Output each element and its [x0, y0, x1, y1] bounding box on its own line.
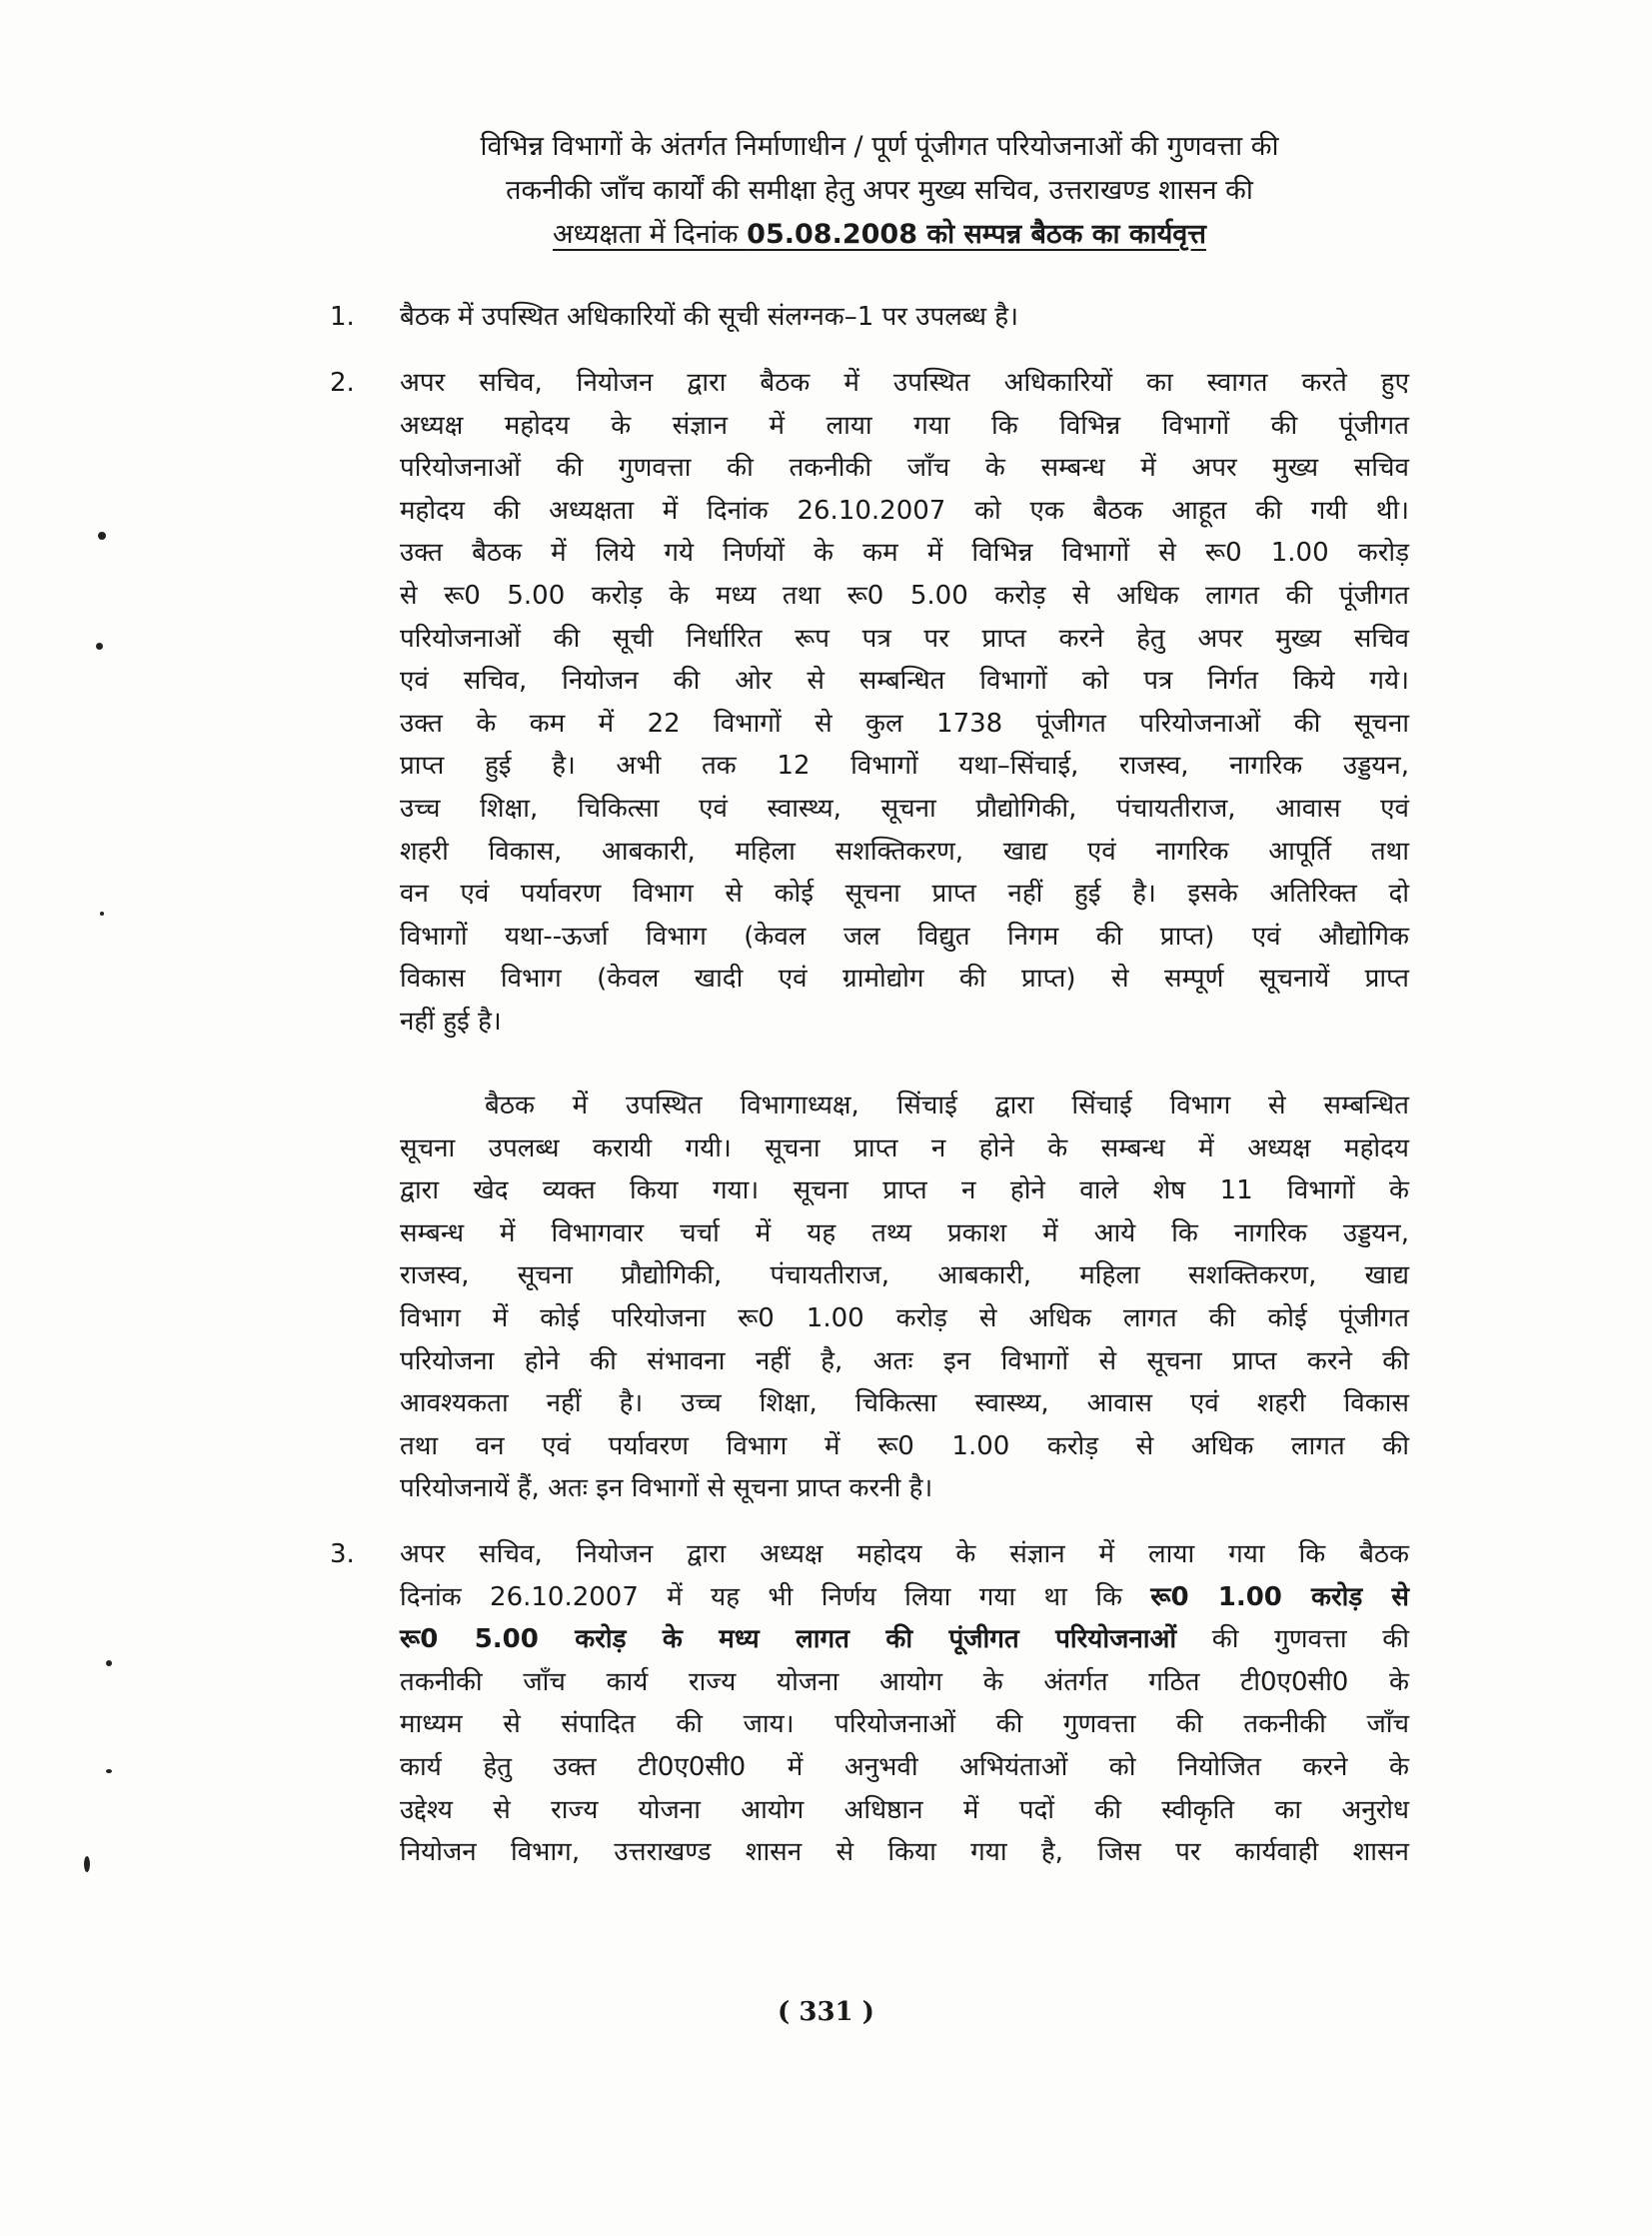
text-segment: कार्य हेतु उक्त टी0ए0सी0 में अनुभवी अभियंताओं को नियोजित करने के	[400, 1751, 1409, 1782]
item-line: उच्च शिक्षा, चिकित्सा एवं स्वास्थ्य, सूचना प्रौद्योगिकी, पंचायतीराज, आवास एवं	[400, 793, 1409, 824]
item-line: शहरी विकास, आबकारी, महिला सशक्तिकरण, खाद्य एवं नागरिक आपूर्ति तथा	[400, 836, 1409, 867]
paragraph-continuation	[400, 1085, 1409, 1510]
item-line	[400, 1661, 1409, 1704]
paragraph-line: सूचना उपलब्ध करायी गयी। सूचना प्राप्त न होने के सम्बन्ध में अध्यक्ष महोदय	[400, 1132, 1409, 1163]
title-line-3-a: अध्यक्षता में दिनांक	[553, 219, 748, 250]
scan-speck	[84, 1856, 90, 1872]
paragraph-line: सम्बन्ध में विभागवार चर्चा में यह तथ्य प्रकाश में आये कि नागरिक उड्डयन,	[400, 1217, 1409, 1248]
bold-text: रू0 1.00 करोड़ से	[1150, 1581, 1409, 1612]
text-segment: की गुणवत्ता की	[1176, 1624, 1409, 1655]
item-line: नहीं हुई है।	[400, 1006, 502, 1037]
item-line: अपर सचिव, नियोजन द्वारा बैठक में उपस्थित अधिकारियों का स्वागत करते हुए	[400, 368, 1409, 398]
item-line	[400, 1746, 1409, 1789]
paragraph-line: द्वारा खेद व्यक्त किया गया। सूचना प्राप्त न होने वाले शेष 11 विभागों के	[400, 1175, 1409, 1206]
item-line	[400, 1576, 1409, 1619]
paragraph-line: विभाग में कोई परियोजना रू0 1.00 करोड़ से अधिक लागत की कोई पूंजीगत	[400, 1302, 1409, 1333]
text-segment: दिनांक 26.10.2007 में यह भी निर्णय लिया गया था कि	[400, 1581, 1151, 1612]
scan-speck	[106, 1660, 112, 1666]
list-item-1	[330, 296, 1409, 339]
scan-speck	[98, 532, 106, 540]
item-line: अध्यक्ष महोदय के संज्ञान में लाया गया कि विभिन्न विभागों की पूंजीगत	[400, 410, 1409, 441]
text-segment: माध्यम से संपादित की जाय। परियोजनाओं की गुणवत्ता की तकनीकी जाँच	[400, 1709, 1409, 1740]
paragraph-line: बैठक में उपस्थित विभागाध्यक्ष, सिंचाई द्वारा सिंचाई विभाग से सम्बन्धित	[485, 1091, 1409, 1120]
item-line	[400, 1533, 1409, 1576]
paragraph-line: राजस्व, सूचना प्रौद्योगिकी, पंचायतीराज, आबकारी, महिला सशक्तिकरण, खाद्य	[400, 1260, 1409, 1291]
title-line-3	[320, 213, 1439, 257]
paragraph-line: तथा वन एवं पर्यावरण विभाग में रू0 1.00 करोड़ से अधिक लागत की	[400, 1430, 1409, 1461]
text-segment: उद्देश्य से राज्य योजना आयोग अधिष्ठान में पदों की स्वीकृति का अनुरोध	[400, 1794, 1409, 1825]
title-date: 05.08.2008	[747, 219, 917, 250]
list-item-number: 1.	[330, 302, 355, 332]
item-line: विकास विभाग (केवल खादी एवं ग्रामोद्योग की प्राप्त) से सम्पूर्ण सूचनायें प्राप्त	[400, 964, 1409, 995]
item-line: परियोजनाओं की गुणवत्ता की तकनीकी जाँच के सम्बन्ध में अपर मुख्य सचिव	[400, 453, 1409, 484]
title-line-3-c: को सम्पन्न बैठक का कार्यवृत्त	[916, 219, 1206, 250]
text-segment: नियोजन विभाग, उत्तराखण्ड शासन से किया गया है, जिस पर कार्यवाही शासन	[400, 1837, 1409, 1868]
text-segment: अपर सचिव, नियोजन द्वारा अध्यक्ष महोदय के संज्ञान में लाया गया कि बैठक	[400, 1539, 1409, 1569]
scan-speck	[100, 912, 104, 916]
item-line	[400, 1618, 1409, 1661]
item-line: उक्त बैठक में लिये गये निर्णयों के कम में विभिन्न विभागों से रू0 1.00 करोड़	[400, 538, 1409, 569]
item-line	[400, 1703, 1409, 1746]
item-line: विभागों यथा--ऊर्जा विभाग (केवल जल विद्युत निगम की प्राप्त) एवं औद्योगिक	[400, 921, 1409, 952]
title-line-2: तकनीकी जाँच कार्यों की समीक्षा हेतु अपर मुख्य सचिव, उत्तराखण्ड शासन की	[506, 175, 1253, 206]
list-item-number: 2.	[330, 368, 355, 398]
item-line: से रू0 5.00 करोड़ के मध्य तथा रू0 5.00 करोड़ से अधिक लागत की पूंजीगत	[400, 580, 1409, 611]
paragraph-line: परियोजना होने की संभावना नहीं है, अतः इन विभागों से सूचना प्राप्त करने की	[400, 1345, 1409, 1376]
scan-speck	[106, 1769, 112, 1773]
item-line	[400, 1831, 1409, 1874]
bold-text: रू0 5.00 करोड़ के मध्य लागत की पूंजीगत परियोजनाओं	[400, 1624, 1177, 1655]
item-line: महोदय की अध्यक्षता में दिनांक 26.10.2007 को एक बैठक आहूत की गयी थी।	[400, 495, 1409, 526]
list-item-number: 3.	[330, 1539, 355, 1569]
page-number: ( 331 )	[778, 1997, 874, 2027]
title-line-1: विभिन्न विभागों के अंतर्गत निर्माणाधीन / पूर्ण पूंजीगत परियोजनाओं की गुणवत्ता की	[480, 131, 1279, 162]
item-line: उक्त के कम में 22 विभागों से कुल 1738 पूंजीगत परियोजनाओं की सूचना	[400, 708, 1409, 739]
item-line: बैठक में उपस्थित अधिकारियों की सूची संलग्नक–1 पर उपलब्ध है।	[400, 302, 1018, 332]
item-line: परियोजनाओं की सूची निर्धारित रूप पत्र पर प्राप्त करने हेतु अपर मुख्य सचिव	[400, 623, 1409, 654]
item-line	[400, 1789, 1409, 1832]
document-title	[320, 125, 1439, 257]
list-item-3	[330, 1533, 1409, 1874]
scan-speck	[96, 643, 103, 650]
paragraph-line: परियोजनायें हैं, अतः इन विभागों से सूचना प्राप्त करनी है।	[400, 1473, 933, 1504]
list-item-2	[330, 362, 1409, 1044]
paragraph-line: आवश्यकता नहीं है। उच्च शिक्षा, चिकित्सा स्वास्थ्य, आवास एवं शहरी विकास	[400, 1388, 1409, 1419]
item-line: एवं सचिव, नियोजन की ओर से सम्बन्धित विभागों को पत्र निर्गत किये गये।	[400, 666, 1409, 697]
item-line: प्राप्त हुई है। अभी तक 12 विभागों यथा–सिंचाई, राजस्व, नागरिक उड्डयन,	[400, 751, 1409, 782]
text-segment: तकनीकी जाँच कार्य राज्य योजना आयोग के अंतर्गत गठित टी0ए0सी0 के	[400, 1666, 1409, 1697]
item-line: वन एवं पर्यावरण विभाग से कोई सूचना प्राप्त नहीं हुई है। इसके अतिरिक्त दो	[400, 879, 1409, 910]
